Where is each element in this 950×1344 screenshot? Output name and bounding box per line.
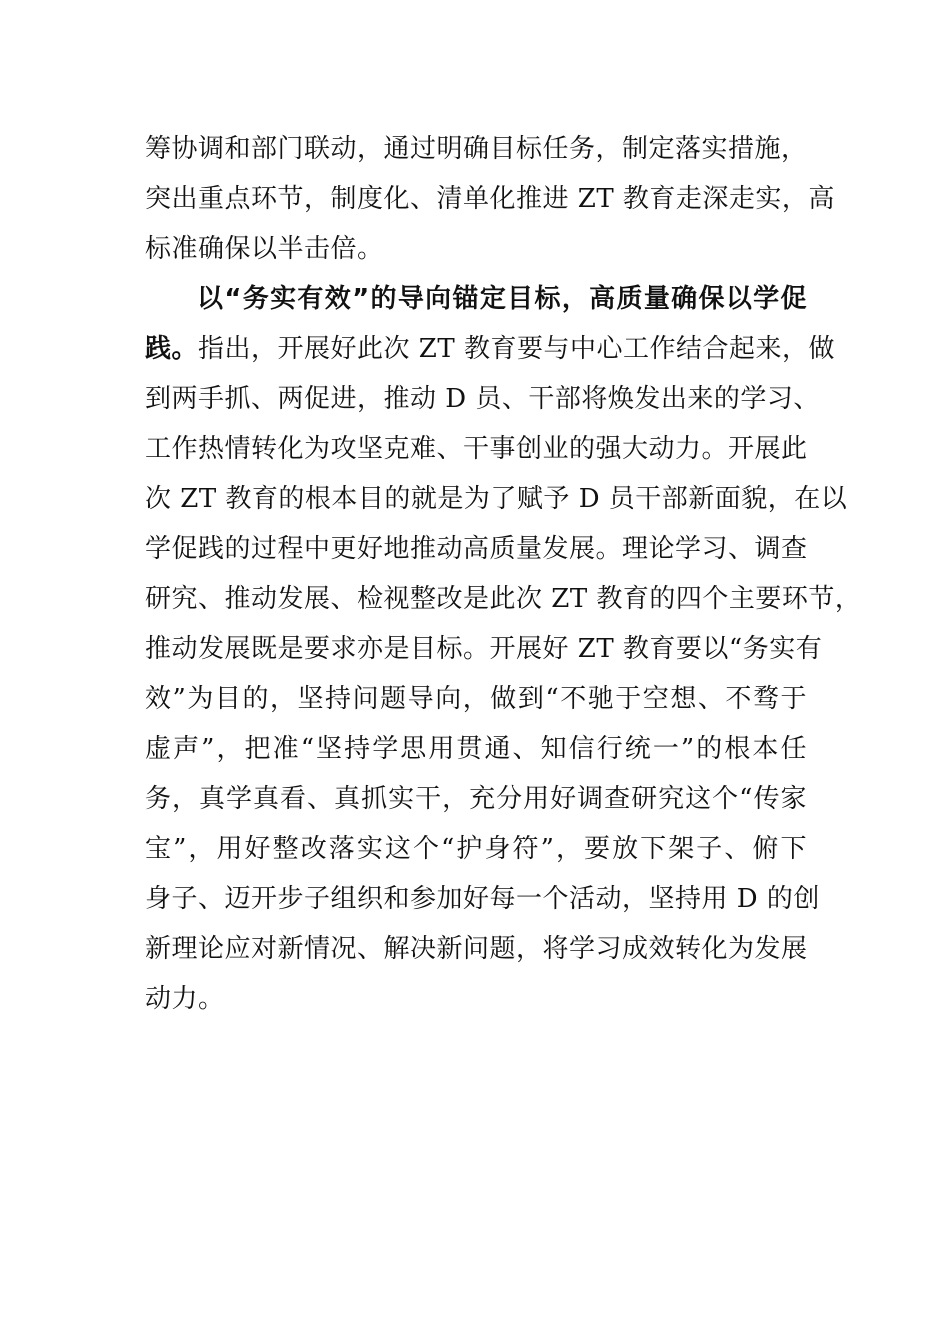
paragraph-2 xyxy=(145,274,862,1024)
document-body xyxy=(145,124,862,1024)
text-line: 效”为目的，坚持问题导向，做到“不驰于空想、不骛于 xyxy=(145,684,807,714)
text-line xyxy=(145,324,835,374)
paragraph-heading: 以“务实有效”的导向锚定目标，高质量确保以学促 xyxy=(197,284,807,314)
text-line: 新理论应对新情况、解决新问题，将学习成效转化为发展 xyxy=(145,934,808,964)
paragraph-heading-end: 践。 xyxy=(145,334,199,364)
text-line: 次 ZT 教育的根本目的就是为了赋予 D 员干部新面貌，在以 xyxy=(145,484,848,514)
text-line: 研究、推动发展、检视整改是此次 ZT 教育的四个主要环节， xyxy=(145,584,862,614)
text-line: 到两手抓、两促进，推动 D 员、干部将焕发出来的学习、 xyxy=(145,384,820,414)
text-line-rest: 指出，开展好此次 ZT 教育要与中心工作结合起来，做 xyxy=(198,334,835,364)
text-line: 突出重点环节，制度化、清单化推进 ZT 教育走深走实，高 xyxy=(145,184,835,214)
text-line: 推动发展既是要求亦是目标。开展好 ZT 教育要以“务实有 xyxy=(145,634,823,664)
text-line: 标准确保以半击倍。 xyxy=(145,234,384,264)
text-line: 工作热情转化为攻坚克难、干事创业的强大动力。开展此 xyxy=(145,434,808,464)
text-line: 动力。 xyxy=(145,984,225,1014)
text-line: 宝”，用好整改落实这个“护身符”，要放下架子、俯下 xyxy=(145,834,807,864)
text-line: 虚声”，把准“坚持学思用贯通、知信行统一”的根本任 xyxy=(145,734,807,764)
text-line: 筹协调和部门联动，通过明确目标任务，制定落实措施， xyxy=(145,134,808,164)
text-line: 学促践的过程中更好地推动高质量发展。理论学习、调查 xyxy=(145,534,808,564)
text-line: 身子、迈开步子组织和参加好每一个活动，坚持用 D 的创 xyxy=(145,884,820,914)
text-line: 务，真学真看、真抓实干，充分用好调查研究这个“传家 xyxy=(145,784,807,814)
paragraph-1 xyxy=(145,124,835,274)
